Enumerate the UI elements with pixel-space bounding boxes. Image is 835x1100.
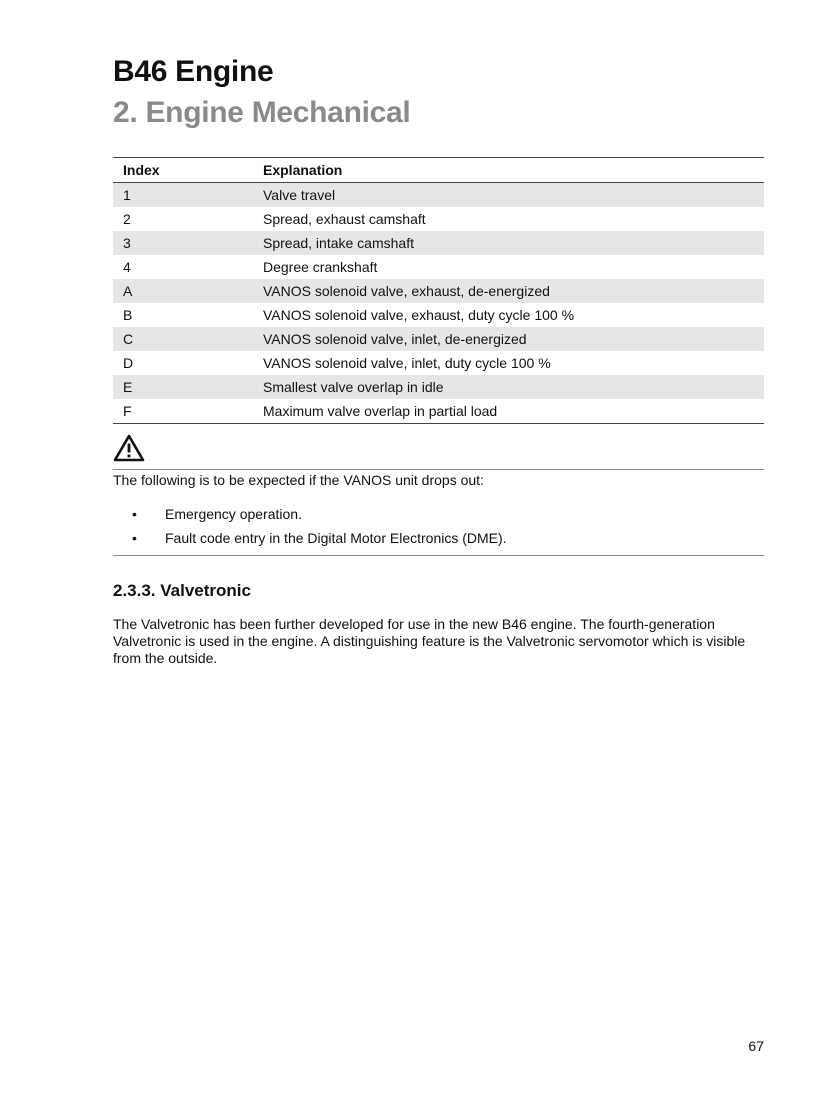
index-cell: C (113, 327, 253, 351)
table-row (113, 231, 764, 255)
explanation-cell: Valve travel (253, 183, 764, 208)
table-row (113, 303, 764, 327)
list-item (113, 529, 507, 553)
index-cell: E (113, 375, 253, 399)
table-row (113, 207, 764, 231)
list-item (113, 505, 507, 529)
table-row (113, 375, 764, 399)
chapter-title: 2. Engine Mechanical (113, 96, 411, 129)
index-cell: 3 (113, 231, 253, 255)
index-cell: F (113, 399, 253, 424)
table-row (113, 327, 764, 351)
table-header-row (113, 158, 764, 183)
section-body: The Valvetronic has been further developed for use in the new B46 engine. The fourth-generation Valvetronic is used in the engine. A distinguishing feature is the Valvetronic servomotor which is visible from the outside. (113, 616, 746, 666)
page-title: B46 Engine (113, 55, 274, 88)
list-item-text: Emergency operation. (165, 506, 302, 522)
list-item-text: Fault code entry in the Digital Motor Electronics (DME). (165, 530, 507, 546)
bullet-icon: • (132, 506, 137, 522)
warning-text: The following is to be expected if the VANOS unit drops out: (113, 472, 484, 488)
index-cell: 2 (123, 211, 131, 227)
explanation-cell: Spread, exhaust camshaft (263, 211, 426, 227)
warning-bottom-divider (113, 555, 764, 556)
column-header-index: Index (113, 158, 253, 183)
explanation-cell: Degree crankshaft (263, 259, 378, 275)
warning-top-divider (113, 469, 764, 470)
legend-table (113, 157, 764, 424)
table-row (113, 255, 764, 279)
section-heading: 2.3.3. Valvetronic (113, 581, 251, 600)
table-row (113, 279, 764, 303)
column-header-explanation: Explanation (253, 158, 764, 183)
explanation-cell: VANOS solenoid valve, exhaust, de-energized (253, 279, 764, 303)
page-number: 67 (748, 1038, 764, 1054)
index-cell: D (123, 355, 134, 371)
explanation-cell: Spread, intake camshaft (253, 231, 764, 255)
explanation-cell: Smallest valve overlap in idle (253, 375, 764, 399)
index-cell: A (113, 279, 253, 303)
explanation-cell: VANOS solenoid valve, exhaust, duty cycle 100 % (263, 307, 575, 323)
index-cell: 1 (113, 183, 253, 208)
explanation-cell: Maximum valve overlap in partial load (253, 399, 764, 424)
warning-bullet-list (113, 505, 507, 553)
explanation-cell: VANOS solenoid valve, inlet, de-energized (253, 327, 764, 351)
explanation-cell: VANOS solenoid valve, inlet, duty cycle 100 % (263, 355, 551, 371)
index-cell: B (123, 307, 133, 323)
bullet-icon: • (132, 530, 137, 546)
index-cell: 4 (123, 259, 131, 275)
warning-triangle-icon (113, 434, 145, 462)
table-row (113, 183, 764, 208)
table-row (113, 351, 764, 375)
table-row (113, 399, 764, 424)
